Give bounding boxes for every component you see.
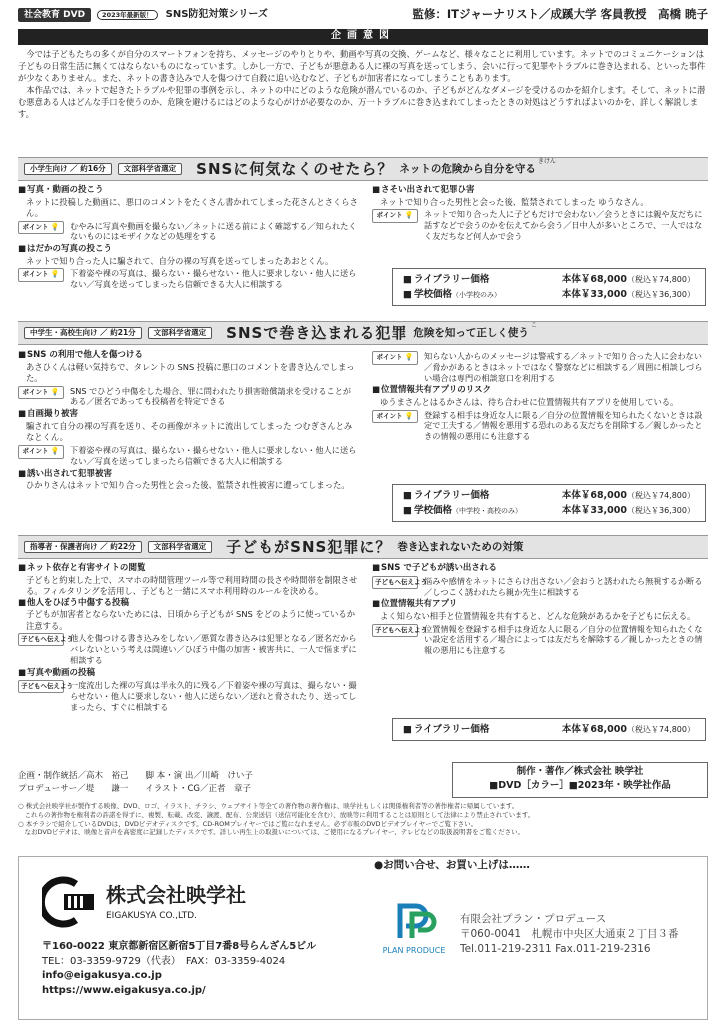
item (18, 409, 358, 466)
item-text: 騙されて自分の裸の写真を送り、その画像がネットに流出してしまった つむぎさんとみなとくん。 (26, 420, 353, 443)
section2-prices (392, 484, 706, 522)
bulb-icon: 💡 (404, 411, 414, 420)
price-amount: 本体￥68,000 (561, 274, 627, 285)
point-badge (372, 209, 418, 223)
item-text: ネットに投稿した動画に、悪口のコメントをたくさん書かれてしまった花さんとさくらさん。 (26, 196, 358, 219)
price-note: （中学校・高校のみ） (452, 507, 522, 516)
section2-bar (18, 321, 708, 345)
section1-prices (392, 268, 706, 306)
item (18, 668, 358, 713)
item-heading: ■ 位置情報共有アプリのリスク (372, 385, 708, 397)
section1-ruby: きけん (537, 158, 556, 165)
point-row (372, 624, 708, 656)
note: なおDVDビデオは、映像と音声を高密度に記録したディスクです。詳しい再生上の取扱いについては、ご使用になるプレイヤー、テレビなどの取扱説明書をご覧ください。 (18, 828, 525, 837)
price-label (403, 503, 522, 518)
inquiry-contact (460, 912, 706, 958)
point-row (372, 410, 708, 442)
point-badge (18, 386, 64, 400)
credits-line: 企画・制作統括／高木 裕己 脚 本・演 出／川崎 けい子 (18, 771, 253, 781)
price-amount: 本体￥68,000 (561, 490, 627, 501)
point-row (372, 576, 708, 598)
price-row (403, 488, 695, 503)
company-url[interactable]: https://www.eigakusya.co.jp/ (42, 984, 206, 996)
credits-line: プロデューサー／堤 謙一 イラスト・CG／正者 章子 (18, 783, 252, 794)
notes (18, 802, 708, 837)
section3-audience: 指導者・保護者向け ／ 約22分 (24, 541, 142, 553)
item-heading: ■ はだかの写真の投こう (18, 244, 358, 256)
item-text: あさひくんは軽い気持ちで、タレントの SNS 投稿に悪口のコメントを書き込んでしまった。 (26, 361, 355, 384)
format: ■DVD［カラー］■2023年・映学社作品 (489, 780, 671, 792)
point-row (18, 445, 358, 467)
dvd-tag: 社会教育 DVD (18, 8, 91, 22)
point-badge (18, 445, 64, 459)
section3-subtitle: 巻き込まれないための対策 (397, 540, 524, 553)
note: これらの著作物を権利者の許諾を得ずに、複製、転載、改変、譲渡、配布、公衆送信（送信可能化を含む）、放映等に利用することは原則として法律により禁止されています。 (18, 810, 535, 819)
price-name: ライブラリー価格 (413, 490, 490, 501)
item (18, 350, 358, 407)
section1-audience: 小学生向け ／ 約16分 (24, 163, 112, 175)
bulb-icon: 💡 (50, 270, 60, 279)
point-text: 一度流出した裸の写真は半永久的に残る／下着姿や裸の写真は、撮らない・撮らせない・他人に要求しない・他人に送らない／送れと脅されたり、送ってしまったら、すぐに相談する (70, 680, 357, 713)
section2-ruby: こ (530, 322, 537, 329)
section1-title: SNSに何気なくのせたら？ (196, 159, 394, 178)
point-row (372, 209, 708, 241)
section2-right (372, 350, 708, 444)
point-text: 知らない人からのメッセージは警戒する／ネットで知り合った人に会わない／脅かがあるときはネットではなく警察などに相談する／周囲に相談しづらい場合は専門の相談窓口を利用する (424, 351, 703, 383)
item-text: 子どもが加害者とならないためには、日頃から子どもが SNS をどのように使っているか注意する。 (26, 609, 356, 631)
kids-badge (372, 576, 427, 589)
section2-mext: 文部科学省選定 (148, 327, 213, 339)
item-heading: ■ 他人をひぼう中傷する投稿 (18, 598, 358, 610)
series-title: SNS防犯対策シリーズ (165, 9, 268, 21)
price-row (403, 272, 695, 287)
price-note: （小学校のみ） (452, 291, 501, 300)
item-text: 子どもと約束した上で、スマホの時間管理ツール等で利用時間の長さや時間帯を制限させる。フィルタリングを活用し、子どもと一緒にスマホ利用時のルールを決める。 (26, 574, 358, 597)
price-label (403, 287, 501, 302)
point-row (18, 680, 358, 712)
plan-produce-logo-icon (390, 900, 438, 940)
inquiry-name: 有限会社プラン・プロデュース (460, 913, 607, 925)
company-name: 株式会社映学社 (106, 883, 246, 907)
item-heading: ■ さそい出されて犯罪ひ害 (372, 185, 708, 197)
kids-label: 子どもへ伝えよう (375, 625, 427, 634)
price-label (403, 722, 489, 737)
price-value (562, 287, 695, 302)
kids-label: 子どもへ伝えよう (21, 682, 73, 691)
item-text: ネットで知り合った男性と会った後、監禁されてしまった ゆうなさん。 (380, 196, 649, 207)
item-heading: ■ 自画撮り被害 (18, 409, 358, 421)
item-text: ネットで知り合った人に騙されて、自分の裸の写真を送ってしまったあおとくん。 (26, 255, 334, 266)
point-label: ポイント (22, 446, 49, 455)
point-text: ネットで知り合った人に子どもだけで会わない／会うときには親や友だちに話すなどで会うのかを伝えてから会う／日中人が多いところで、一人ではなく友だちなど何人かで会う (424, 209, 703, 241)
inquiry-address: 〒060-0041 札幌市中央区大通東２丁目３番 (460, 928, 679, 941)
inquiry-phone: Tel.011-219-2311 Fax.011-219-2316 (460, 943, 651, 956)
point-label: ポイント (22, 222, 49, 231)
item-heading: ■ ネット依存と有害サイトの閲覧 (18, 563, 358, 575)
point-text: むやみに写真や動画を撮らない／ネットに送る前によく確認する／知られたくないものにはモザイクなどの処理をする (70, 220, 357, 242)
section2-audience: 中学生・高校生向け ／ 約21分 (24, 327, 142, 339)
item-text: ゆうまさんとはるかさんは、待ち合わせに位置情報共有アプリを使用している。 (380, 397, 679, 408)
point-text: 悩みや感情をネットにさらけ出さない／会おうと誘われたら無視するか断る／しつこく誘われたら親か先生に相談する (424, 575, 703, 597)
item (18, 244, 358, 290)
item-heading: ■ 誘い出されて犯罪被害 (18, 469, 358, 481)
kids-badge (372, 624, 427, 637)
note: ○ 本チラシで紹介しているDVDは、DVDビデオディスクです。CD-ROMプレイヤーではご覧になれません。必ず市販のDVDビデオプレイヤーでご覧下さい。 (18, 819, 478, 828)
plan-produce-logo-text: PLAN PRODUCE (382, 945, 446, 955)
point-row (18, 386, 358, 408)
item (18, 469, 358, 492)
kids-label: 子どもへ伝えよう (21, 635, 73, 644)
price-name: 学校価格 (413, 505, 452, 517)
price-label (403, 272, 489, 287)
maker: 制作・著作／株式会社 映学社 (516, 766, 644, 777)
price-amount: 本体￥68,000 (561, 724, 627, 735)
company-roman: EIGAKUSYA CO.,LTD. (106, 910, 198, 921)
credits (18, 770, 448, 796)
eigakusya-logo-icon (42, 876, 98, 928)
company-name-block (106, 882, 246, 922)
plan-produce-logo (374, 900, 454, 956)
section1-right (372, 185, 708, 244)
point-label: ポイント (376, 353, 403, 361)
bulb-icon: 💡 (50, 446, 60, 455)
point-row (372, 351, 708, 383)
maker-box (452, 762, 708, 798)
price-tax: （税込￥74,800） (627, 275, 695, 284)
company-contact (42, 940, 362, 998)
price-tax: （税込￥36,300） (627, 506, 695, 516)
section1-mext: 文部科学省選定 (118, 163, 183, 175)
point-text: SNS でひどう中傷をした場合、罪に問われたり損害賠償請求を受けることがある／匿名であっても投稿者を特定できる (70, 385, 352, 407)
note: ○ 株式会社映学社が製作する映像、DVD、ロゴ、イラスト、チラシ、ウェブサイト等全ての著作物の著作権は、映学社もしくは関係権利者等の著作権者に帰属しています。 (18, 802, 519, 810)
intro-paragraph: 本作品では、ネットで起きたトラブルや犯罪の事例を示し、ネットの中にどのような危険が潜んでいるのか、子どもがどんなダメージを受けるのかを紹介します。そして、ネットに潜む悪意ある人はどんな手口を使うのか、危険を避けるにはどのような心がけが必要なのか、万一トラブルに巻き込まれてしまったときの対処はどうすればよいのかを、詳しく解説します。 (18, 85, 706, 120)
price-label (403, 488, 489, 503)
section1-bar (18, 157, 708, 181)
new-edition-badge: 2023年最新版！ (97, 10, 158, 21)
bulb-icon: 💡 (50, 387, 60, 396)
point-label: ポイント (22, 270, 49, 279)
kids-badge (18, 680, 73, 693)
section2-left (18, 350, 358, 492)
item-heading: ■ SNS の利用で他人を傷つける (18, 350, 358, 362)
company-phone: TEL：03-3359-9729（代表） FAX：03-3359-4024 (42, 955, 286, 967)
price-name: ライブラリー価格 (413, 724, 490, 735)
section2-subtitle: 危険を知って正しく使う (413, 326, 529, 339)
price-tax: （税込￥36,300） (627, 290, 695, 300)
inquiry-title: ●お問い合せ、お買い上げは…… (374, 859, 530, 871)
price-name: ライブラリー価格 (413, 274, 490, 285)
point-badge (372, 410, 418, 424)
bulb-icon: 💡 (404, 211, 414, 220)
price-amount: 本体￥33,000 (561, 289, 627, 301)
point-label: ポイント (376, 211, 403, 220)
bulb-icon: 💡 (404, 353, 414, 361)
company-email[interactable]: info@eigakusya.co.jp (42, 970, 162, 981)
point-text: 他人を傷つける書き込みをしない／悪質な書き込みは犯罪となる／匿名だからバレないという考えは間違い／ひぼう中傷の加害・被害共に、一人で悩まずに相談する (70, 633, 357, 665)
point-badge (18, 268, 64, 282)
point-badge (18, 221, 64, 235)
bulb-icon: 💡 (50, 222, 60, 231)
intent-band (18, 29, 708, 45)
point-label: ポイント (376, 411, 403, 420)
section3-title: 子どもがSNS犯罪に？ (226, 537, 392, 556)
price-name: 学校価格 (413, 289, 452, 301)
item (18, 563, 358, 598)
item-text: ひかりさんはネットで知り合った男性と会った後、監禁され性被害に遭ってしまった。 (26, 480, 350, 491)
supervisor: 監修：ITジャーナリスト／成蹊大学 客員教授 高橋 暁子 (412, 7, 708, 22)
item-heading: ■ 位置情報共有アプリ (372, 599, 708, 611)
item (18, 598, 358, 666)
price-value (562, 503, 695, 518)
section3-right (372, 563, 708, 658)
point-badge (372, 351, 418, 365)
item (18, 185, 358, 242)
price-value (562, 488, 695, 503)
price-value (562, 722, 695, 737)
point-text: 下着姿や裸の写真は、撮らない・撮らせない・他人に要求しない・他人に送らない／写真を送ってしまったら信頼できる大人に相談する (70, 268, 357, 290)
price-amount: 本体￥33,000 (561, 505, 627, 517)
price-value (562, 272, 695, 287)
kids-label: 子どもへ伝えよう (375, 577, 427, 586)
point-row (18, 633, 358, 665)
item-text: よく知らない相手と位置情報を共有すると、どんな危険があるかを子どもに伝える。 (380, 611, 696, 622)
point-row (18, 221, 358, 243)
point-text: 位置情報を登録する相手は身近な人に限る／自分の位置情報を知られたくない設定を活用する／場合によっては友だちを解除する／親しかったときの情報の悪用にも注意する (424, 623, 703, 656)
point-label: ポイント (22, 387, 49, 396)
section3-prices (392, 718, 706, 741)
kids-badge (18, 633, 73, 646)
price-row (403, 287, 695, 302)
section3-bar (18, 535, 708, 559)
price-tax: （税込￥74,800） (627, 725, 695, 734)
intro-paragraph: 今では子どもたちの多くが自分のスマートフォンを持ち、メッセージのやりとりや、動画や写真の交換、ゲームなど、様々なことに利用しています。ネットでのコミュニケーションは子どもの日常生活に無くてはならないものになっています。しかし一方で、子どもが悪意ある人に裸の写真を送ってしまう、会いに行って犯罪やトラブルに巻き込まれる、といった事件が少なくありません。また、ネットの書き込みで人を傷つけて自殺に追い込むなど、子どもが加害者になってしまうこともあります。 (18, 49, 706, 84)
point-text: 下着姿や裸の写真は、撮らない・撮らせない・他人に要求しない・他人に送らない／写真を送ってしまったら信頼できる大人に相談する (70, 444, 357, 466)
section1-left (18, 185, 358, 292)
price-row (403, 503, 695, 518)
company-logo (42, 866, 348, 938)
intent-title: 企画意図 (331, 30, 395, 41)
section3-left (18, 563, 358, 715)
price-row (403, 722, 695, 737)
item-heading: ■ 写真・動画の投こう (18, 185, 358, 197)
company-address: 〒160-0022 東京都新宿区新宿5丁目7番8号らんざん5ビル (42, 941, 317, 952)
point-row (18, 268, 358, 290)
header (18, 4, 708, 26)
section2-title: SNSで巻き込まれる犯罪 (226, 323, 408, 342)
section3-mext: 文部科学省選定 (148, 541, 213, 553)
item-heading: ■ 写真や動画の投稿 (18, 668, 358, 680)
point-text: 登録する相手は身近な人に限る／自分の位置情報を知られたくないときは設定で工夫する／情報を悪用する恐れのある友だちを削除する／親しかったときの情報の悪用にも注意する (424, 409, 703, 442)
item-heading: ■ SNS で子どもが誘い出される (372, 563, 708, 575)
section1-subtitle: ネットの危険から自分を守る (399, 162, 536, 175)
price-tax: （税込￥74,800） (627, 491, 695, 500)
intro (18, 48, 708, 120)
